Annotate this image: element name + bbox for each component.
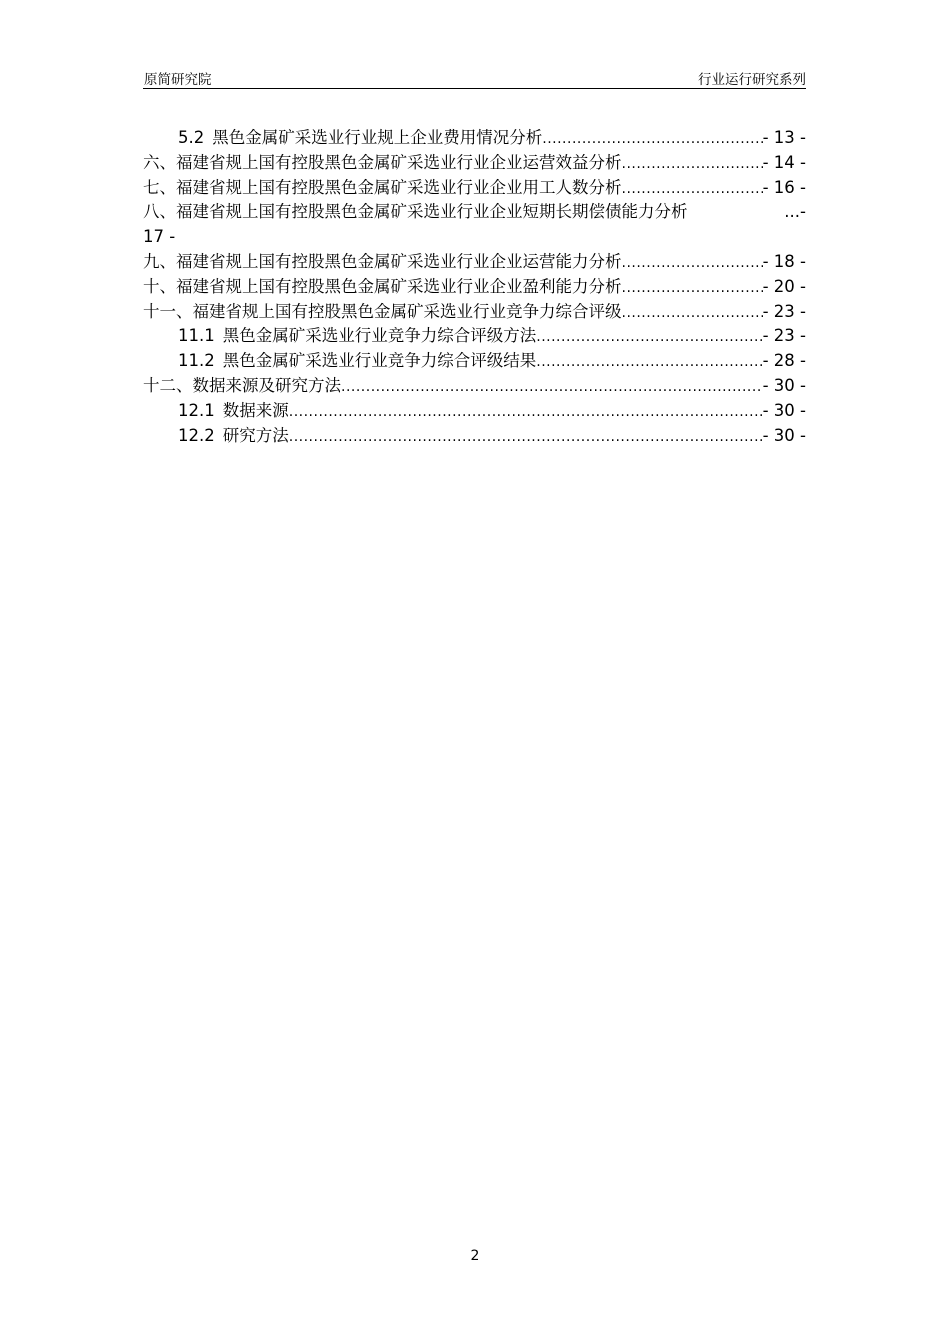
toc-entry-page: - 28 -	[762, 351, 806, 371]
toc-entry-title: 八、福建省规上国有控股黑色金属矿采选业行业企业短期长期偿债能力分析	[143, 202, 688, 222]
toc-entry[interactable]	[143, 399, 806, 424]
toc-entry-title: 11.2 黑色金属矿采选业行业竞争力综合评级结果	[178, 351, 537, 371]
table-of-contents	[143, 126, 806, 448]
toc-entry[interactable]	[143, 275, 806, 300]
toc-entry-page: 17 -	[143, 227, 176, 247]
toc-leader	[536, 350, 762, 375]
toc-leader	[542, 127, 762, 152]
toc-entry-title: 七、福建省规上国有控股黑色金属矿采选业行业企业用工人数分析	[143, 177, 622, 197]
toc-leader	[622, 276, 763, 301]
toc-entry-title: 九、福建省规上国有控股黑色金属矿采选业行业企业运营能力分析	[143, 251, 622, 271]
toc-entry-page: - 23 -	[762, 301, 806, 321]
toc-entry-title: 11.1 黑色金属矿采选业行业竞争力综合评级方法	[178, 326, 537, 346]
toc-entry[interactable]	[143, 300, 806, 325]
toc-entry-title: 六、福建省规上国有控股黑色金属矿采选业行业企业运营效益分析	[143, 152, 622, 172]
toc-leader	[622, 152, 763, 177]
page-header	[143, 68, 806, 89]
toc-leader	[289, 425, 763, 450]
toc-leader	[341, 375, 763, 400]
toc-entry[interactable]	[143, 324, 806, 349]
toc-entry-page: - 20 -	[762, 276, 806, 296]
toc-entry-page: - 23 -	[762, 326, 806, 346]
page-number: 2	[470, 1248, 480, 1264]
toc-entry[interactable]	[143, 424, 806, 449]
toc-entry-title: 12.2 研究方法	[178, 425, 289, 445]
header-right-text: 行业运行研究系列	[698, 72, 806, 88]
header-left-text: 原简研究院	[144, 72, 212, 88]
toc-entry[interactable]	[143, 176, 806, 201]
toc-entry-title: 5.2 黑色金属矿采选业行业规上企业费用情况分析	[178, 128, 543, 147]
toc-leader	[622, 251, 763, 276]
toc-leader-tail: ...-	[784, 202, 806, 222]
toc-entry-wrapped[interactable]	[143, 200, 806, 250]
toc-leader	[289, 400, 763, 425]
toc-entry[interactable]	[143, 349, 806, 374]
toc-entry[interactable]	[143, 250, 806, 275]
toc-leader	[622, 301, 763, 326]
toc-leader	[622, 177, 763, 202]
toc-entry-page: - 30 -	[762, 425, 806, 445]
toc-leader	[536, 325, 762, 350]
toc-entry[interactable]	[143, 126, 806, 151]
toc-entry-title: 十一、福建省规上国有控股黑色金属矿采选业行业竞争力综合评级	[143, 301, 622, 321]
toc-entry-page: - 16 -	[762, 177, 806, 197]
toc-entry-title: 十二、数据来源及研究方法	[143, 375, 341, 395]
toc-entry-title: 十、福建省规上国有控股黑色金属矿采选业行业企业盈利能力分析	[143, 276, 622, 296]
toc-entry-title: 12.1 数据来源	[178, 400, 289, 420]
toc-entry-page: - 30 -	[762, 375, 806, 395]
toc-entry-page: - 30 -	[762, 400, 806, 420]
toc-entry[interactable]	[143, 151, 806, 176]
toc-entry-page: - 13 -	[762, 128, 806, 147]
toc-entry-page: - 18 -	[762, 251, 806, 271]
toc-entry-page: - 14 -	[762, 152, 806, 172]
toc-entry[interactable]	[143, 374, 806, 399]
